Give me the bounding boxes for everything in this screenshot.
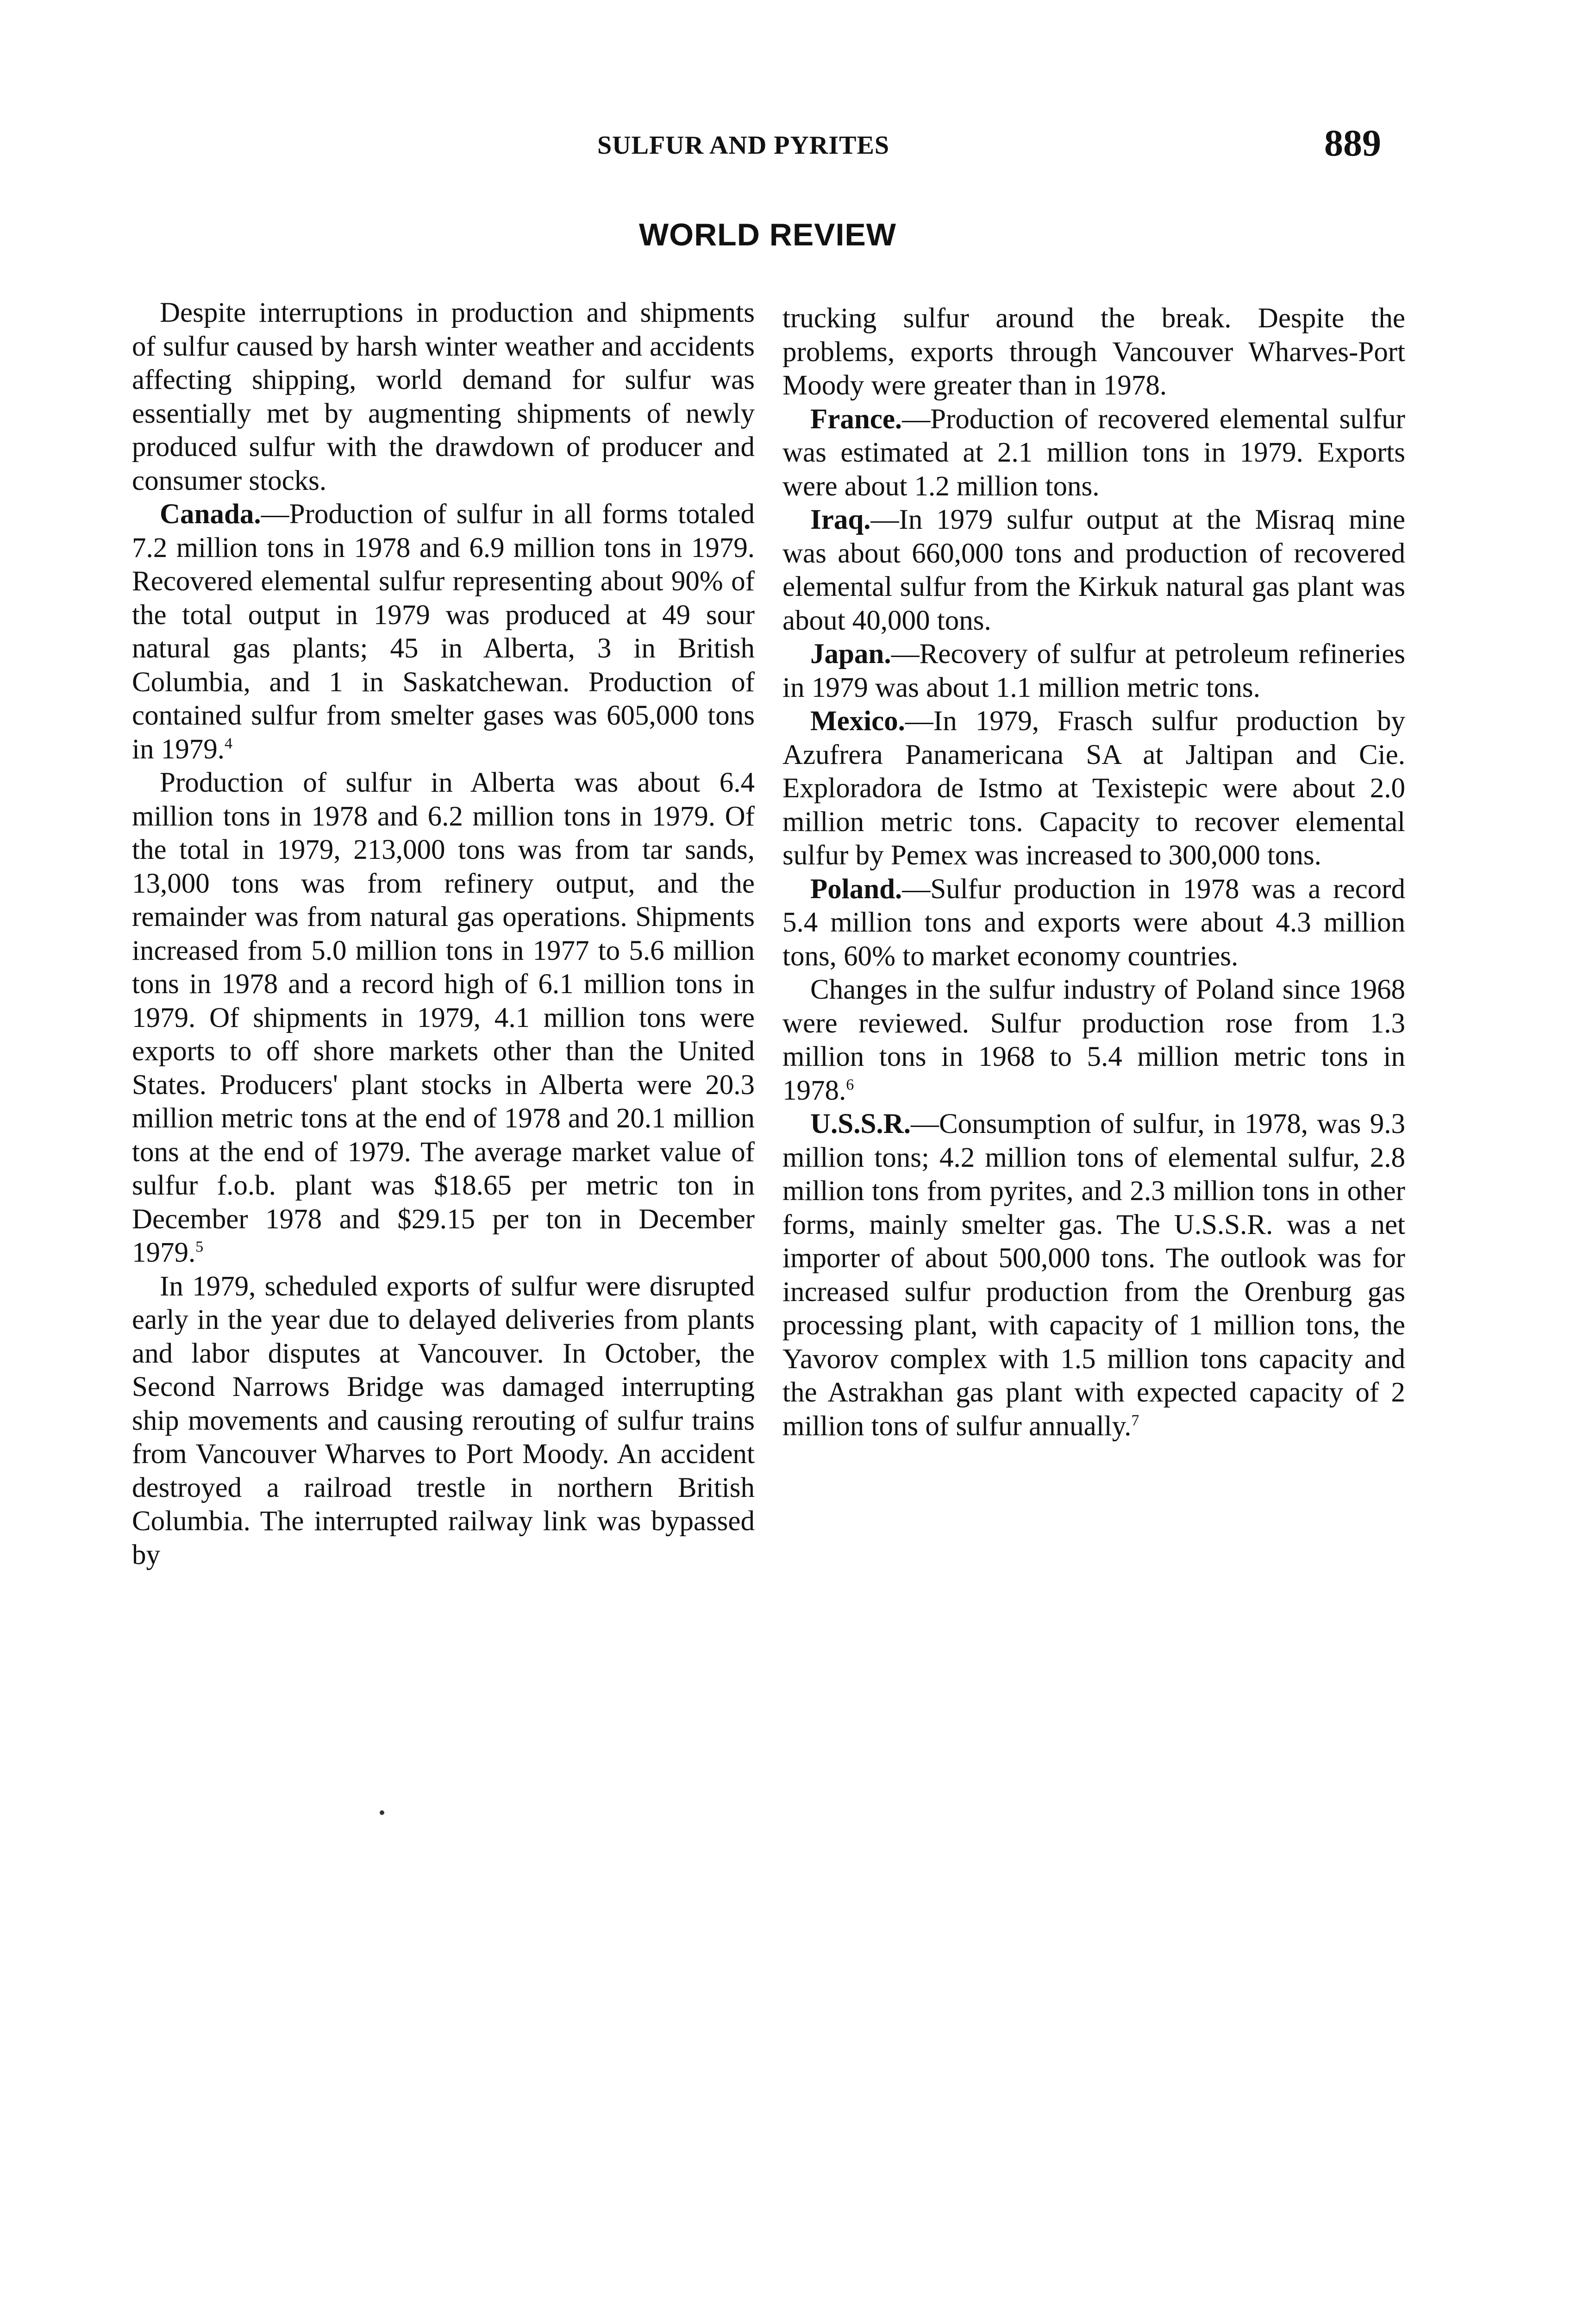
canada-paragraph: Canada.—Production of sulfur in all forms totaled 7.2 million tons in 1978 and 6.9 million tons in 1979. Recovered elemental sulfur representing about 90% of the total output in 1979 was produced at 49 sour natural gas plants; 45 in Alberta, 3 in British Columbia, and 1 in Saskatchewan. Production of contained sulfur from smelter gases was 605,000 tons in 1979.$^4$ <box>132 499 755 765</box>
mexico-paragraph: Mexico.—In 1979, Frasch sulfur production by Azufrera Panamericana SA at Jaltipan and Cie. Exploradora de Istmo at Texistepic were about 2.0 million metric tons. Capacity to recover elemental sulfur by Pemex was increased to 300,000 tons. <box>782 706 1405 871</box>
footnote-ref: 6 <box>846 1076 854 1094</box>
running-head: SULFUR AND PYRITES <box>597 131 889 160</box>
ussr-paragraph: U.S.S.R.—Consumption of sulfur, in 1978, was 9.3 million tons; 4.2 million tons of elemental sulfur, 2.8 million tons from pyrites, and 2.3 million tons in other forms, mainly smelter gas. The U.S.S.R. was a net importer of about 500,000 tons. The outlook was for increased sulfur production from the Orenburg gas processing plant, with capacity of 1 million tons, the Yavorov complex with 1.5 million tons capacity and the Astrakhan gas plant with expected capacity of 2 million tons of sulfur annually.$^7$ <box>782 1108 1405 1442</box>
section-title: WORLD REVIEW <box>639 217 896 252</box>
japan-paragraph: Japan.—Recovery of sulfur at petroleum refineries in 1979 was about 1.1 million metric tons. <box>782 638 1405 703</box>
france-paragraph: France.—Production of recovered elemental sulfur was estimated at 2.1 million tons in 1979. Exports were about 1.2 million tons. <box>782 403 1405 502</box>
intro-paragraph: Despite interruptions in production and shipments of sulfur caused by harsh winter weather and accidents affecting shipping, world demand for sulfur was essentially met by augmenting shipments of newly produced sulfur with the drawdown of producer and consumer stocks. <box>132 297 755 496</box>
alberta-paragraph: Production of sulfur in Alberta was about 6.4 million tons in 1978 and 6.2 million tons in 1979. Of the total in 1979, 213,000 tons was from tar sands, 13,000 tons was from refinery output, and the remainder was from natural gas operations. Shipments increased from 5.0 million tons in 1977 to 5.6 million tons in 1978 and a record high of 6.1 million tons in 1979. Of shipments in 1979, 4.1 million tons were exports to off shore markets other than the United States. Producers' plant stocks in Alberta were 20.3 million metric tons at the end of 1978 and 20.1 million tons at the end of 1979. The average market value of sulfur f.o.b. plant was $18.65 per metric ton in December 1978 and $29.15 per ton in December 1979.$^5$ <box>132 767 755 1268</box>
scan-speck <box>380 1810 384 1815</box>
poland-heading: Poland. <box>810 873 902 905</box>
right-column <box>782 302 1405 1443</box>
left-column <box>132 296 755 1572</box>
footnote-ref: 5 <box>195 1238 204 1256</box>
footnote-ref: 4 <box>224 735 232 752</box>
france-heading: France. <box>810 403 902 435</box>
page-number: 889 <box>1324 122 1381 164</box>
poland-paragraph: Poland.—Sulfur production in 1978 was a record 5.4 million tons and exports were about 4.3 million tons, 60% to market economy countries. <box>782 873 1405 972</box>
iraq-heading: Iraq. <box>810 504 871 535</box>
footnote-ref: 7 <box>1131 1412 1139 1429</box>
poland-changes-paragraph: Changes in the sulfur industry of Poland since 1968 were reviewed. Sulfur production rose from 1.3 million tons in 1968 to 5.4 million metric tons in 1978.$^6$ <box>782 974 1405 1106</box>
continuation-paragraph: trucking sulfur around the break. Despite the problems, exports through Vancouver Wharves-Port Moody were greater than in 1978. <box>782 303 1405 401</box>
iraq-paragraph: Iraq.—In 1979 sulfur output at the Misraq mine was about 660,000 tons and production of recovered elemental sulfur from the Kirkuk natural gas plant was about 40,000 tons. <box>782 504 1405 636</box>
mexico-heading: Mexico. <box>810 706 905 737</box>
canada-heading: Canada. <box>160 499 261 530</box>
japan-heading: Japan. <box>810 638 891 669</box>
exports-paragraph: In 1979, scheduled exports of sulfur were disrupted early in the year due to delayed deliveries from plants and labor disputes at Vancouver. In October, the Second Narrows Bridge was damaged interrupting ship movements and causing rerouting of sulfur trains from Vancouver Wharves to Port Moody. An accident destroyed a railroad trestle in northern British Columbia. The interrupted railway link was bypassed by <box>132 1270 755 1570</box>
ussr-heading: U.S.S.R. <box>810 1108 911 1139</box>
